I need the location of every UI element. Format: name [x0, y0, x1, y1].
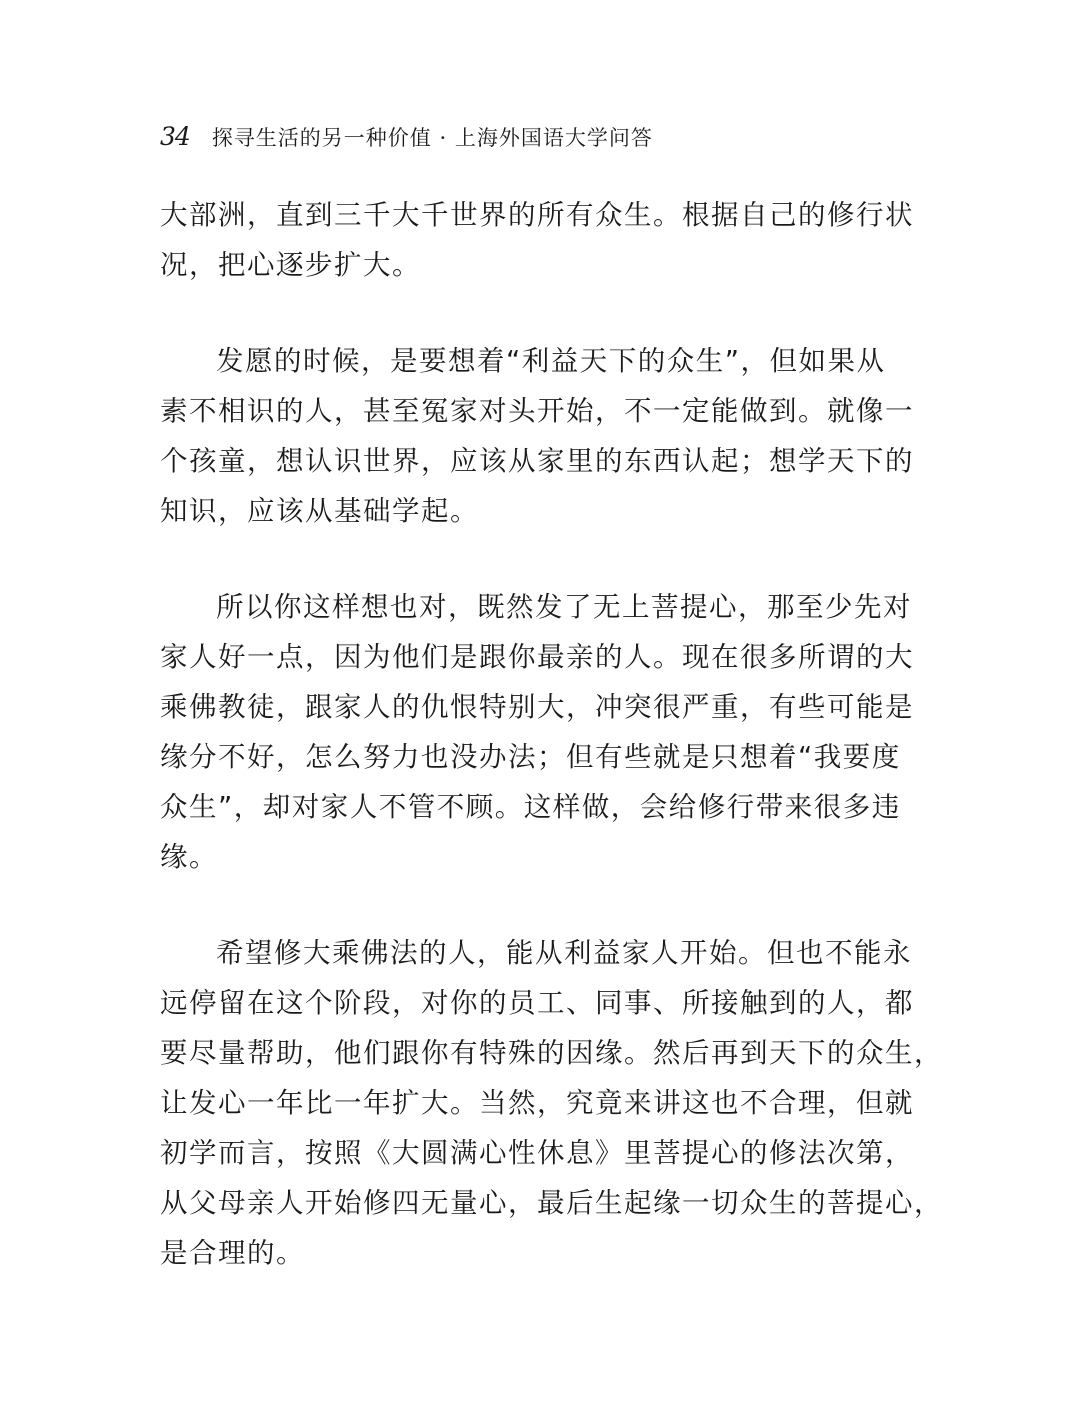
text-line: 初学而言，按照《大圆满心性休息》里菩提心的修法次第，: [160, 1137, 914, 1169]
text-line: 让发心一年比一年扩大。当然，究竟来讲这也不合理，但就: [160, 1087, 914, 1119]
text-line: 缘。: [160, 841, 218, 873]
running-header: [160, 122, 653, 158]
text-line: 要尽量帮助，他们跟你有特殊的因缘。然后再到天下的众生，: [160, 1037, 943, 1069]
text-line: 从父母亲人开始修四无量心，最后生起缘一切众生的菩提心，: [160, 1187, 943, 1219]
paragraph-4: [160, 928, 943, 1278]
text-line: 众生”，却对家人不管不顾。这样做，会给修行带来很多违: [160, 791, 901, 823]
text-line: 大部洲，直到三千大千世界的所有众生。根据自己的修行状: [160, 199, 914, 231]
text-line: 缘分不好，怎么努力也没办法；但有些就是只想着“我要度: [160, 741, 901, 773]
book-title: 探寻生活的另一种价值 · 上海外国语大学问答: [211, 126, 653, 150]
body-text: [160, 190, 943, 1324]
paragraph-3: [160, 582, 914, 882]
paragraph-1: [160, 190, 914, 290]
text-line: 家人好一点，因为他们是跟你最亲的人。现在很多所谓的大: [160, 641, 914, 673]
text-line: 乘佛教徒，跟家人的仇恨特别大，冲突很严重，有些可能是: [160, 691, 914, 723]
text-line: 所以你这样想也对，既然发了无上菩提心，那至少先对: [216, 591, 912, 623]
text-line: 素不相识的人，甚至冤家对头开始，不一定能做到。就像一: [160, 395, 914, 427]
paragraph-2: [160, 336, 914, 536]
text-line: 知识，应该从基础学起。: [160, 495, 479, 527]
text-line: 况，把心逐步扩大。: [160, 249, 421, 281]
text-line: 发愿的时候，是要想着“利益天下的众生”，但如果从: [216, 345, 886, 377]
text-line: 是合理的。: [160, 1237, 305, 1269]
text-line: 希望修大乘佛法的人，能从利益家人开始。但也不能永: [216, 937, 912, 969]
text-line: 远停留在这个阶段，对你的员工、同事、所接触到的人，都: [160, 987, 914, 1019]
page-number: 34: [160, 122, 190, 151]
text-line: 个孩童，想认识世界，应该从家里的东西认起；想学天下的: [160, 445, 914, 477]
